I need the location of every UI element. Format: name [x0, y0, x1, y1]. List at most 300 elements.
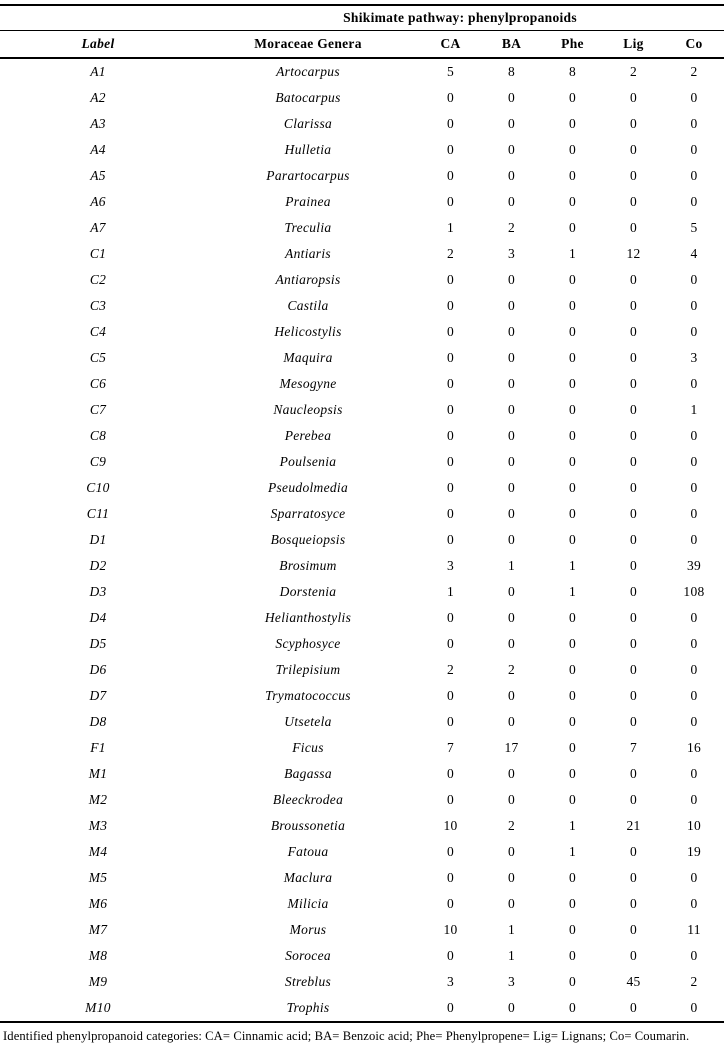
row-value-phe: 0	[568, 428, 577, 443]
row-value-ca: 0	[446, 350, 455, 365]
title-spacer-cell	[0, 5, 196, 31]
table-row	[0, 891, 724, 917]
row-value-ba: 8	[507, 64, 516, 79]
table-row	[0, 85, 724, 111]
row-value-co: 0	[690, 870, 698, 885]
row-label: F1	[90, 740, 106, 755]
row-value-co: 0	[690, 428, 698, 443]
row-value-ba: 0	[507, 480, 516, 495]
row-value-ba: 0	[507, 896, 516, 911]
row-value-ca: 0	[446, 636, 455, 651]
row-value-ca: 0	[446, 90, 455, 105]
row-value-lig: 0	[603, 995, 664, 1022]
table-row	[0, 917, 724, 943]
row-genus: Antiaropsis	[275, 272, 341, 287]
row-value-ba: 0	[507, 168, 516, 183]
row-value-ba: 2	[507, 818, 516, 833]
table-row	[0, 839, 724, 865]
row-genus: Trymatococcus	[265, 688, 351, 703]
table-row	[0, 735, 724, 761]
row-label: C2	[89, 272, 107, 287]
row-label: A2	[90, 90, 106, 105]
row-value-lig: 0	[629, 506, 638, 521]
row-value-phe: 0	[568, 532, 577, 547]
row-value-co: 0	[690, 116, 698, 131]
row-genus: Helianthostylis	[264, 610, 352, 625]
table-row	[0, 709, 724, 735]
row-value-ba: 0	[507, 844, 516, 859]
row-genus: Naucleopsis	[273, 402, 343, 417]
row-value-phe: 0	[568, 168, 577, 183]
row-label: M2	[88, 792, 108, 807]
row-value-lig: 0	[629, 168, 638, 183]
column-header-label: Label	[0, 31, 196, 59]
row-value-ca: 0	[446, 454, 455, 469]
row-label: M5	[88, 870, 108, 885]
row-value-phe: 0	[542, 995, 603, 1022]
table-row	[0, 423, 724, 449]
row-value-co: 0	[690, 298, 698, 313]
row-value-lig: 0	[629, 662, 638, 677]
table-row	[0, 527, 724, 553]
row-label: A1	[90, 64, 106, 79]
row-value-phe: 1	[568, 558, 577, 573]
table-header-row	[0, 31, 724, 59]
row-value-phe: 1	[568, 584, 577, 599]
column-header-lig: Lig	[603, 31, 664, 59]
table-row	[0, 111, 724, 137]
row-value-ca: 10	[443, 818, 458, 833]
table-row	[0, 813, 724, 839]
row-value-lig: 2	[629, 64, 638, 79]
row-value-ba: 0	[507, 350, 516, 365]
row-label: M3	[88, 818, 108, 833]
row-label: M7	[88, 922, 108, 937]
row-genus: Pseudolmedia	[267, 480, 349, 495]
row-genus: Antiaris	[285, 246, 331, 261]
row-value-ca: 7	[446, 740, 455, 755]
table-row	[0, 605, 724, 631]
row-label: D4	[89, 610, 107, 625]
table-row	[0, 995, 724, 1022]
row-value-ca: 0	[446, 324, 455, 339]
row-genus: Scyphosyce	[275, 636, 341, 651]
table-row	[0, 787, 724, 813]
row-value-ba: 0	[507, 324, 516, 339]
row-label: M6	[88, 896, 108, 911]
row-genus: Helicostylis	[274, 324, 342, 339]
row-value-ba: 0	[507, 376, 516, 391]
row-value-lig: 0	[629, 272, 638, 287]
table-row	[0, 631, 724, 657]
row-value-co: 0	[690, 662, 698, 677]
row-value-ca: 0	[446, 428, 455, 443]
row-value-co: 0	[690, 896, 698, 911]
row-value-co: 0	[690, 480, 698, 495]
row-value-phe: 0	[568, 948, 577, 963]
row-value-lig: 0	[629, 714, 638, 729]
row-value-ba: 0	[507, 116, 516, 131]
row-genus: Batocarpus	[275, 90, 341, 105]
table-row	[0, 579, 724, 605]
column-header-ba: BA	[481, 31, 542, 59]
row-value-ca: 0	[446, 376, 455, 391]
row-value-phe: 1	[568, 246, 577, 261]
row-value-co: 0	[690, 90, 698, 105]
row-label: D3	[89, 584, 107, 599]
row-label: C6	[89, 376, 107, 391]
row-value-lig: 21	[626, 818, 641, 833]
table-row	[0, 58, 724, 85]
row-value-ca: 0	[446, 896, 455, 911]
row-genus: Poulsenia	[279, 454, 337, 469]
row-genus: Clarissa	[283, 116, 333, 131]
row-value-phe: 0	[568, 402, 577, 417]
table-row	[0, 657, 724, 683]
row-value-ba: 0	[507, 142, 516, 157]
table-row	[0, 345, 724, 371]
row-value-ba: 0	[507, 194, 516, 209]
row-label: D8	[89, 714, 107, 729]
row-value-co: 1	[690, 402, 698, 417]
row-value-phe: 0	[568, 688, 577, 703]
row-value-phe: 1	[568, 844, 577, 859]
row-value-ca: 0	[446, 142, 455, 157]
row-value-ca: 0	[446, 844, 455, 859]
row-genus: Castila	[287, 298, 329, 313]
row-label: M9	[88, 974, 108, 989]
row-value-phe: 0	[568, 870, 577, 885]
row-value-ba: 1	[507, 922, 516, 937]
row-value-ca: 0	[446, 194, 455, 209]
row-label: D5	[89, 636, 107, 651]
row-genus: Hulletia	[284, 142, 332, 157]
row-value-phe: 0	[568, 350, 577, 365]
row-genus: Mesogyne	[279, 376, 337, 391]
row-value-ba: 0	[481, 995, 542, 1022]
table-title: Shikimate pathway: phenylpropanoids	[196, 5, 724, 31]
row-value-ba: 0	[507, 636, 516, 651]
row-value-co: 0	[690, 168, 698, 183]
row-value-ba: 0	[507, 870, 516, 885]
row-label: C5	[89, 350, 107, 365]
row-value-co: 4	[690, 246, 698, 261]
row-value-ca: 0	[446, 116, 455, 131]
row-value-phe: 0	[568, 480, 577, 495]
row-value-ba: 17	[504, 740, 519, 755]
row-value-lig: 7	[629, 740, 638, 755]
row-label: A4	[90, 142, 106, 157]
row-value-ca: 10	[443, 922, 458, 937]
row-value-ca: 0	[446, 870, 455, 885]
row-value-phe: 0	[568, 90, 577, 105]
row-value-phe: 0	[568, 324, 577, 339]
row-value-ca: 2	[446, 662, 455, 677]
row-value-ba: 0	[507, 428, 516, 443]
row-label: C8	[89, 428, 107, 443]
row-value-ca: 0	[446, 506, 455, 521]
row-value-phe: 0	[568, 922, 577, 937]
row-value-ba: 0	[507, 454, 516, 469]
row-label: C9	[89, 454, 107, 469]
table-row	[0, 319, 724, 345]
row-genus: Treculia	[284, 220, 332, 235]
table-row	[0, 683, 724, 709]
table-row	[0, 371, 724, 397]
table-row	[0, 943, 724, 969]
row-value-lig: 0	[629, 870, 638, 885]
row-value-lig: 0	[629, 90, 638, 105]
table-row	[0, 553, 724, 579]
row-value-co: 0	[690, 714, 698, 729]
row-value-co: 108	[683, 584, 705, 599]
table-body	[0, 58, 724, 1022]
row-value-phe: 0	[568, 376, 577, 391]
row-genus: Prainea	[285, 194, 331, 209]
table-row	[0, 449, 724, 475]
row-value-ba: 3	[507, 246, 516, 261]
row-genus: Broussonetia	[270, 818, 346, 833]
row-value-ba: 1	[507, 948, 516, 963]
row-value-co: 0	[690, 792, 698, 807]
row-value-ca: 1	[446, 584, 455, 599]
row-value-ca: 0	[446, 688, 455, 703]
row-label: C10	[86, 480, 110, 495]
row-value-phe: 0	[568, 454, 577, 469]
row-value-ba: 0	[507, 298, 516, 313]
row-genus: Morus	[289, 922, 327, 937]
row-value-lig: 0	[629, 220, 638, 235]
table-row	[0, 865, 724, 891]
row-value-ba: 0	[507, 610, 516, 625]
row-value-lig: 0	[629, 558, 638, 573]
row-value-lig: 0	[629, 480, 638, 495]
row-label: C3	[89, 298, 107, 313]
row-value-co: 19	[686, 844, 702, 859]
row-value-phe: 0	[568, 142, 577, 157]
row-value-phe: 0	[568, 298, 577, 313]
row-label: C1	[89, 246, 107, 261]
row-value-lig: 0	[629, 922, 638, 937]
row-value-phe: 0	[568, 896, 577, 911]
row-value-co: 0	[690, 532, 698, 547]
row-label: A5	[90, 168, 106, 183]
row-value-co: 11	[687, 922, 701, 937]
row-value-ba: 1	[507, 558, 516, 573]
row-genus: Bosqueiopsis	[270, 532, 346, 547]
row-value-ca: 5	[446, 64, 455, 79]
row-value-phe: 0	[568, 610, 577, 625]
row-value-phe: 0	[568, 636, 577, 651]
row-value-ca: 0	[446, 714, 455, 729]
row-value-phe: 1	[568, 818, 577, 833]
row-value-co: 0	[690, 454, 698, 469]
row-value-lig: 0	[629, 636, 638, 651]
row-value-ba: 0	[507, 766, 516, 781]
table-row	[0, 475, 724, 501]
row-value-lig: 0	[629, 532, 638, 547]
column-header-moraceae-genera: Moraceae Genera	[196, 31, 420, 59]
table-row	[0, 215, 724, 241]
row-value-co: 0	[690, 688, 698, 703]
table-row	[0, 761, 724, 787]
table-row	[0, 163, 724, 189]
row-value-ba: 0	[507, 272, 516, 287]
row-value-ca: 0	[446, 948, 455, 963]
row-value-lig: 0	[629, 766, 638, 781]
row-value-co: 10	[686, 818, 702, 833]
row-value-co: 0	[690, 142, 698, 157]
row-value-ba: 0	[507, 584, 516, 599]
row-genus: Maclura	[283, 870, 333, 885]
table-row	[0, 189, 724, 215]
row-value-ca: 0	[446, 168, 455, 183]
row-value-ca: 0	[446, 792, 455, 807]
column-header-co: Co	[664, 31, 724, 59]
row-value-phe: 0	[568, 714, 577, 729]
row-value-ca: 3	[446, 974, 455, 989]
row-genus: Dorstenia	[279, 584, 337, 599]
row-genus: Bleeckrodea	[272, 792, 344, 807]
row-label: D1	[89, 532, 107, 547]
row-value-ca: 0	[446, 610, 455, 625]
row-genus: Streblus	[284, 974, 332, 989]
table-footnote: Identified phenylpropanoid categories: CA= Cinnamic acid; BA= Benzoic acid; Phe= Phenylpropene= Lig= Lignans; Co= Coumarin.	[3, 1029, 690, 1043]
row-value-co: 0	[690, 766, 698, 781]
row-value-lig: 0	[629, 350, 638, 365]
row-genus: Ficus	[292, 740, 324, 755]
row-value-lig: 0	[629, 584, 638, 599]
row-value-co: 39	[686, 558, 702, 573]
row-value-ca: 2	[446, 246, 455, 261]
row-value-phe: 0	[568, 116, 577, 131]
row-value-ba: 2	[507, 220, 516, 235]
row-value-lig: 0	[629, 376, 638, 391]
row-value-co: 3	[690, 350, 698, 365]
row-genus: Brosimum	[279, 558, 337, 573]
row-value-ca: 0	[446, 272, 455, 287]
row-label: D6	[89, 662, 107, 677]
row-value-phe: 0	[568, 974, 577, 989]
phenylpropanoids-table	[0, 4, 724, 1023]
row-value-ca: 0	[420, 995, 481, 1022]
row-value-ba: 0	[507, 714, 516, 729]
row-value-co: 2	[690, 974, 698, 989]
row-value-ca: 0	[446, 766, 455, 781]
row-value-phe: 0	[568, 740, 577, 755]
row-label: M8	[88, 948, 108, 963]
row-label: M4	[88, 844, 108, 859]
table-row	[0, 397, 724, 423]
row-value-phe: 0	[568, 194, 577, 209]
row-value-lig: 12	[626, 246, 641, 261]
row-genus: Maquira	[283, 350, 333, 365]
row-value-ba: 2	[507, 662, 516, 677]
row-value-ca: 1	[446, 220, 455, 235]
row-value-ca: 0	[446, 480, 455, 495]
row-value-ba: 0	[507, 532, 516, 547]
row-value-phe: 0	[568, 766, 577, 781]
row-genus: Perebea	[284, 428, 332, 443]
row-genus: Parartocarpus	[266, 168, 350, 183]
table-row	[0, 969, 724, 995]
row-value-phe: 0	[568, 272, 577, 287]
row-label: M1	[88, 766, 108, 781]
row-label: C7	[89, 402, 107, 417]
row-value-co: 5	[690, 220, 698, 235]
row-genus: Artocarpus	[276, 64, 340, 79]
row-value-ba: 0	[507, 402, 516, 417]
row-value-co: 2	[690, 64, 698, 79]
row-value-lig: 0	[629, 688, 638, 703]
row-value-co: 16	[686, 740, 702, 755]
table-row	[0, 241, 724, 267]
row-genus: Sorocea	[285, 948, 331, 963]
row-value-phe: 0	[568, 662, 577, 677]
row-genus: Trophis	[196, 995, 420, 1022]
row-value-ba: 0	[507, 90, 516, 105]
row-value-lig: 0	[629, 194, 638, 209]
table-row	[0, 293, 724, 319]
row-genus: Sparratosyce	[270, 506, 346, 521]
row-value-co: 0	[690, 376, 698, 391]
row-value-phe: 0	[568, 220, 577, 235]
row-value-phe: 0	[568, 792, 577, 807]
row-value-co: 0	[690, 948, 698, 963]
row-genus: Bagassa	[284, 766, 332, 781]
table-row	[0, 137, 724, 163]
row-label: A7	[90, 220, 106, 235]
table-row	[0, 501, 724, 527]
row-value-lig: 0	[629, 116, 638, 131]
row-value-lig: 0	[629, 402, 638, 417]
row-genus: Utsetela	[284, 714, 332, 729]
row-value-ca: 0	[446, 532, 455, 547]
row-value-co: 0	[690, 324, 698, 339]
row-label: A6	[90, 194, 106, 209]
row-value-ca: 3	[446, 558, 455, 573]
row-value-co: 0	[690, 506, 698, 521]
row-label: D2	[89, 558, 107, 573]
row-value-ca: 0	[446, 298, 455, 313]
row-value-lig: 0	[629, 610, 638, 625]
row-value-co: 0	[690, 636, 698, 651]
row-value-lig: 0	[629, 298, 638, 313]
row-label: C11	[86, 506, 110, 521]
row-value-ca: 0	[446, 402, 455, 417]
row-value-lig: 0	[629, 844, 638, 859]
row-value-lig: 0	[629, 324, 638, 339]
row-value-lig: 0	[629, 142, 638, 157]
row-value-lig: 0	[629, 792, 638, 807]
row-label: M10	[0, 995, 196, 1022]
row-value-co: 0	[690, 610, 698, 625]
row-value-ba: 0	[507, 688, 516, 703]
row-label: C4	[89, 324, 107, 339]
row-value-co: 0	[664, 995, 724, 1022]
row-value-lig: 0	[629, 428, 638, 443]
row-value-ba: 3	[507, 974, 516, 989]
row-genus: Milicia	[287, 896, 329, 911]
row-label: D7	[89, 688, 107, 703]
row-genus: Trilepisium	[275, 662, 341, 677]
row-label: A3	[90, 116, 106, 131]
row-genus: Fatoua	[287, 844, 329, 859]
row-value-lig: 45	[626, 974, 641, 989]
table-title-row	[0, 5, 724, 31]
row-value-phe: 8	[568, 64, 577, 79]
table-row	[0, 267, 724, 293]
